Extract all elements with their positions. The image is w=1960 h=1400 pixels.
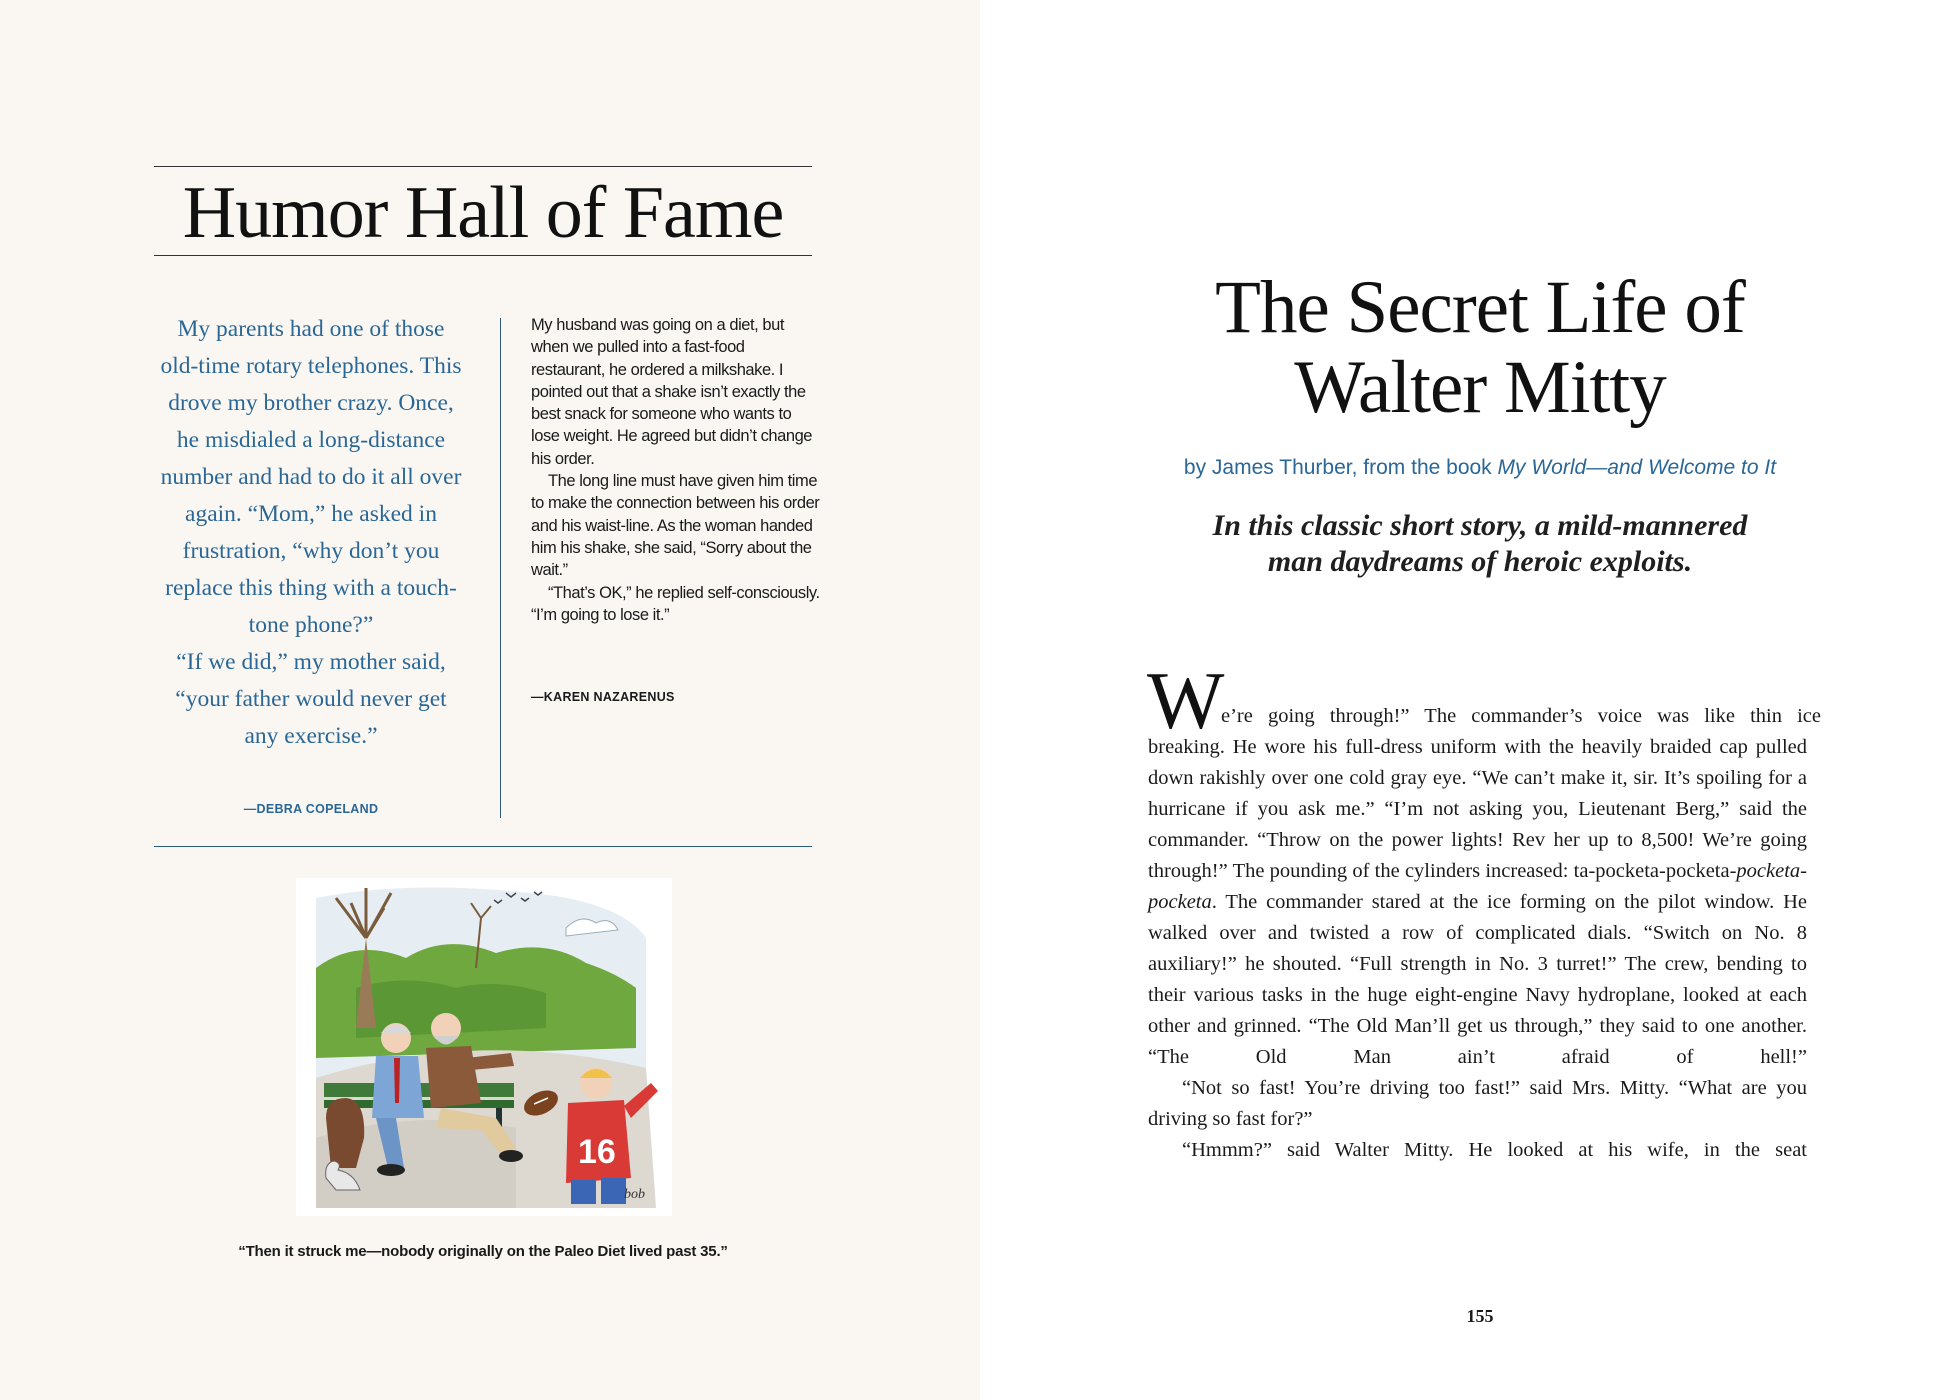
joke-credit: —KAREN NAZARENUS (531, 690, 675, 704)
artist-signature: bob (624, 1187, 645, 1202)
story-body (1148, 732, 1807, 1166)
joke-paragraph: “If we did,” my mother said, “your father would never get any exercise.” (175, 649, 447, 749)
jersey-number: 16 (578, 1133, 616, 1171)
column-divider (500, 318, 501, 818)
joke-rotary-phone (158, 311, 464, 755)
byline (1100, 456, 1860, 480)
page-number: 155 (1466, 1306, 1494, 1326)
section-title: Humor Hall of Fame (182, 172, 784, 254)
title-bottom-rule (154, 255, 812, 256)
story-first-line: e’re going through!” The commander’s voice was like thin ice (1221, 705, 1821, 727)
story-paragraph (1148, 732, 1807, 1073)
dek-line: In this classic short story, a mild-mannered (1212, 509, 1748, 542)
section-bottom-rule (154, 846, 812, 847)
right-page (980, 0, 1960, 1400)
joke-paragraph: The long line must have given him time to make the connection between his order and his waist-line. As the woman handed him his shake, she said, “Sorry about the wait.” (531, 472, 820, 580)
story-title-line: The Secret Life of (1215, 266, 1745, 349)
story-title (1100, 268, 1860, 428)
joke-paragraph: My husband was going on a diet, but when we pulled into a fast-food restaurant, he ordered a milkshake. I pointed out that a shake isn’t exactly the best snack for someone who wants to lose weight. He agreed but didn’t change his order. (531, 316, 813, 468)
story-italic-text: pocketa-pocketa (1148, 860, 1807, 913)
story-paragraph: “Hmmm?” said Walter Mitty. He looked at his wife, in the seat (1182, 1139, 1807, 1161)
byline-book-title: My World—and Welcome to It (1497, 456, 1777, 479)
joke-paragraph: My parents had one of those old-time rotary telephones. This drove my brother crazy. Once, he misdialed a long-distance number and had to do it all over again. “Mom,” he asked in frustration, “why don’t you replace this thing with a touch-tone phone?” (160, 316, 462, 638)
story-dek (1140, 508, 1820, 580)
cartoon-drawing (296, 878, 672, 1216)
drop-cap: W (1147, 655, 1225, 746)
byline-author: by James Thurber, from the book (1183, 456, 1498, 479)
title-top-rule (154, 166, 812, 167)
story-paragraph: “Not so fast! You’re driving too fast!” said Mrs. Mitty. “What are you driving so fast for?” (1148, 1077, 1807, 1130)
story-title-line: Walter Mitty (1294, 346, 1666, 429)
joke-credit: —DEBRA COPELAND (243, 802, 379, 816)
cartoon-illustration (296, 878, 672, 1216)
cartoon-caption: “Then it struck me—nobody originally on the Paleo Diet lived past 35.” (238, 1243, 728, 1260)
joke-paragraph: “That’s OK,” he replied self-consciously. “I’m going to lose it.” (531, 583, 820, 624)
story-text: breaking. He wore his full-dress uniform with the heavily braided cap pulled down rakishly over one cold gray eye. “We can’t make it, sir. It’s spoiling for a hurricane if you ask me.” “I’m not asking you, Lieutenant Berg,” said the commander. “Throw on the power lights! Rev her up to 8,500! We’re going through!” The pounding of the cylinders increased: ta-pocketa-pocketa- (1148, 736, 1807, 882)
joke-milkshake (531, 314, 821, 626)
dek-line: man daydreams of heroic exploits. (1267, 545, 1693, 578)
story-text: . The commander stared at the ice forming on the pilot window. He walked over and twisted a row of complicated dials. “Switch on No. 8 auxiliary!” he shouted. “Full strength in No. 3 turret!” The crew, bending to their various tasks in the huge eight-engine Navy hydroplane, looked at each other and grinned. “The Old Man’ll get us through,” they said to one another. “The Old Man ain’t afraid of hell!” (1148, 891, 1807, 1068)
